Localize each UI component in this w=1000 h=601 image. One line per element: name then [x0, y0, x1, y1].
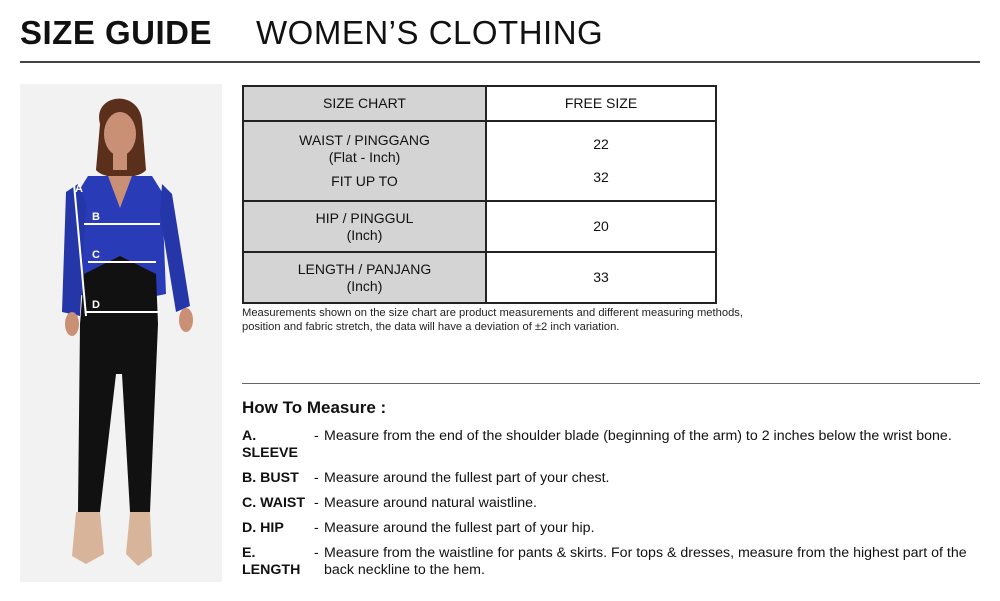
section-divider: [242, 383, 980, 384]
waist-unit: (Flat - Inch): [328, 148, 401, 165]
header-divider: [20, 61, 980, 63]
fit-up-to-value: 32: [593, 169, 609, 185]
model-illustration: [20, 84, 222, 582]
fit-up-to-label: FIT UP TO: [331, 173, 398, 190]
size-chart-header: SIZE CHART: [243, 86, 486, 121]
measure-dash: -: [314, 470, 319, 486]
length-unit: (Inch): [346, 277, 383, 294]
hip-value: 20: [486, 201, 716, 252]
measure-item-hip: [242, 520, 982, 537]
model-photo: [20, 84, 222, 582]
measure-key: C. WAIST: [242, 495, 306, 511]
waist-label: WAIST / PINGGANG: [299, 131, 430, 148]
measure-item-bust: [242, 470, 982, 487]
free-size-header: FREE SIZE: [486, 86, 716, 121]
label-a: A: [75, 183, 83, 195]
measure-item-sleeve: [242, 428, 982, 462]
measure-item-length: [242, 545, 982, 579]
label-d: D: [92, 299, 100, 311]
length-value: 33: [486, 252, 716, 303]
size-chart-table: [242, 85, 717, 304]
waist-value: 22: [593, 136, 609, 152]
table-row-hip: [243, 201, 716, 252]
measure-key: B. BUST: [242, 470, 299, 486]
measurement-note: Measurements shown on the size chart are product measurements and different measuring methods, position and fabric stretch, the data will have a deviation of ±2 inch variation.: [242, 307, 744, 333]
measure-text: Measure around the fullest part of your chest.: [324, 470, 610, 486]
measure-text: Measure from the end of the shoulder blade (beginning of the arm) to 2 inches below the wrist bone.: [324, 428, 952, 444]
label-b: B: [92, 211, 100, 223]
table-row-waist: [243, 121, 716, 201]
measure-dash: -: [314, 495, 319, 511]
table-header-row: [243, 86, 716, 121]
measure-key: E. LENGTH: [242, 545, 301, 578]
measure-text: Measure around natural waistline.: [324, 495, 537, 511]
measure-dash: -: [314, 545, 319, 561]
measure-text: Measure from the waistline for pants & skirts. For tops & dresses, measure from the highest part of the back neckline to the hem.: [324, 545, 967, 578]
table-row-length: [243, 252, 716, 303]
how-to-measure-title: How To Measure :: [242, 398, 387, 417]
label-c: C: [92, 249, 100, 261]
page-header: [20, 14, 603, 58]
hip-unit: (Inch): [346, 226, 383, 243]
category-title: WOMEN’S CLOTHING: [256, 14, 604, 51]
measure-key: D. HIP: [242, 520, 284, 536]
measure-dash: -: [314, 428, 319, 444]
length-label: LENGTH / PANJANG: [297, 260, 432, 277]
measure-key: A. SLEEVE: [242, 428, 298, 461]
size-guide-title: SIZE GUIDE: [20, 14, 213, 51]
measure-text: Measure around the fullest part of your hip.: [324, 520, 595, 536]
measure-dash: -: [314, 520, 319, 536]
hip-label: HIP / PINGGUL: [315, 209, 414, 226]
measure-item-waist: [242, 495, 982, 512]
